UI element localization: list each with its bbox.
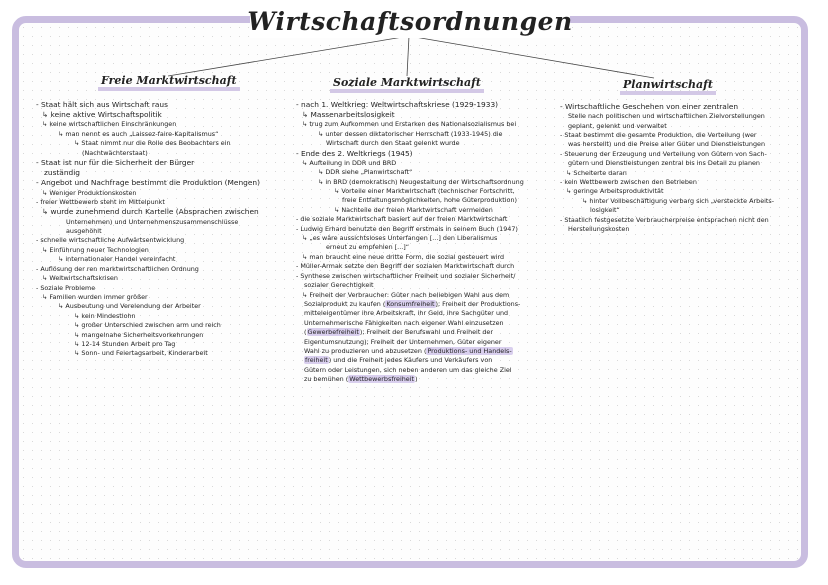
note-line: Sozialprodukt zu kaufen (Konsumfreiheit); Freiheit der Produktions- [304,299,521,308]
note-line: - Wirtschaftliche Geschehen von einer zentralen [560,102,796,112]
note-line: ↳ Einführung neuer Technologien [36,246,286,255]
note-line: zu bemühen (Wettbewerbsfreiheit) [304,375,418,384]
note-line: sozialer Gerechtigkeit [304,281,374,290]
note-line: Unternehmerische Fähigkeiten nach eigener Wahl einzusetzen [304,318,504,327]
note-line: - kein Wettbewerb zwischen den Betrieben [560,178,796,187]
highlighted-term: Gewerbefreiheit [307,328,359,337]
notes-list [560,102,796,234]
note-line: - die soziale Marktwirtschaft basiert auf der freien Marktwirtschaft [296,215,561,224]
note-line: - Ludwig Erhard benutzte den Begriff erstmals in seinem Buch (1947) [296,225,561,234]
note-line: - nach 1. Weltkrieg: Weltwirtschaftskriese (1929-1933) [296,100,561,110]
note-line: ↳ man braucht eine neue dritte Form, die sozial gesteuert wird [296,253,561,262]
note-line: erneut zu empfehlen [...]“ [326,243,410,252]
title-box [247,4,573,38]
note-line: ↳ keine wirtschaftlichen Einschränkungen [36,120,286,129]
notes-list [296,100,561,385]
note-line: ↳ Vorteile einer Marktwirtschaft (technischer Fortschritt, [296,187,561,196]
note-line: Stelle nach politischen und wirtschaftlichen Zielvorstellungen [568,112,765,121]
note-line: ↳ Weniger Produktionskosten [36,189,286,198]
note-line: Unternehmen) und Unternehmenszusammenschlüsse [66,217,239,226]
note-line: - schnelle wirtschaftliche Aufwärtsentwicklung [36,236,286,245]
note-line: ↳ hinter Vollbeschäftigung verbarg sich „versteckte Arbeits- [560,197,796,206]
heading-soziale-marktwirtschaft: Soziale Marktwirtschaft [330,76,484,89]
note-line: (Gewerbefreiheit); Freiheit der Berufswahl und Freiheit der [304,328,493,337]
note-line: losigkeit“ [590,206,620,215]
note-line: Gütern oder Leistungen, sich neben anderen um das gleiche Ziel [304,365,512,374]
note-line: ↳ großer Unterschied zwischen arm und reich [36,321,286,330]
note-line: ↳ Familien wurden immer größer [36,293,286,302]
note-line: - Ende des 2. Weltkriegs (1945) [296,149,561,159]
column-freie-marktwirtschaft [36,100,286,359]
note-line: mitteleigentümer ihre Arbeitskraft, ihr Geld, ihre Sachgüter und [304,309,509,318]
note-line: - Staat bestimmt die gesamte Produktion, die Verteilung (wer [560,131,796,140]
note-line: ↳ mangelnahe Sicherheitsvorkehrungen [36,331,286,340]
note-line: ↳ wurde zunehmend durch Kartelle (Absprachen zwischen [36,207,286,217]
note-line: ↳ in BRD (demokratisch) Neugestaltung der Wirtschaftsordnung [296,178,561,187]
note-line: - freier Wettbewerb steht im Mittelpunkt [36,198,286,207]
note-line: (Nachtwächterstaat) [82,148,148,157]
note-line: ↳ Scheiterte daran [560,169,796,178]
note-line: - Müller-Armak setzte den Begriff der sozialen Marktwirtschaft durch [296,262,561,271]
note-line: ↳ internationaler Handel vereinfacht [36,255,286,264]
note-line: ↳ Nachteile der freien Marktwirtschaft vermeiden [296,206,561,215]
note-line: - Synthese zwischen wirtschaftlicher Freiheit und sozialer Sicherheit/ [296,272,561,281]
note-line: - Steuerung der Erzeugung und Verteilung von Gütern von Sach- [560,150,796,159]
note-line: - Soziale Probleme [36,284,286,293]
note-line: ↳ trug zum Aufkommen und Erstarken des Nationalsozialismus bei [296,120,561,129]
note-line: ↳ Staat nimmt nur die Rolle des Beobachters ein [36,139,286,148]
note-line: gütern und Dienstleistungen zentral bis ins Detail zu planen [568,159,760,168]
note-line: ↳ 12-14 Stunden Arbeit pro Tag [36,340,286,349]
note-line: ↳ geringe Arbeitsproduktivität [560,187,796,196]
note-line: ↳ Weltwirtschaftskrisen [36,274,286,283]
note-line: - Auflösung der ren marktwirtschaftlichen Ordnung [36,265,286,274]
note-line: Herstellungskosten [568,225,630,234]
note-line: - Staat ist nur für die Sicherheit der Bürger [36,158,286,168]
heading-freie-marktwirtschaft: Freie Marktwirtschaft [98,74,240,87]
note-line: ↳ man nennt es auch „Laissez-faire-Kapitalismus“ [36,130,286,139]
note-line: ↳ Sonn- und Feiertagsarbeit, Kinderarbeit [36,349,286,358]
note-line: ↳ DDR siehe „Planwirtschaft“ [296,168,561,177]
note-line: ↳ Aufteilung in DDR und BRD [296,159,561,168]
note-line: freiheit) und die Freiheit jedes Käufers und Verkäufers von [305,356,493,365]
note-line: was herstellt) und die Preise aller Güter und Dienstleistungen [568,140,765,149]
note-line: freie Entfaltungsmöglichkeiten, hohe Güterproduktion) [342,196,518,205]
highlighted-term: freiheit [305,356,328,365]
note-line: ↳ Massenarbeitslosigkeit [296,110,561,120]
heading-planwirtschaft: Planwirtschaft [620,78,716,91]
note-line: ↳ Ausbeutung und Verelendung der Arbeiter [36,302,286,311]
note-line: - Angebot und Nachfrage bestimmt die Produktion (Mengen) [36,178,286,188]
note-line: zuständig [44,168,80,178]
note-line: Wahl zu produzieren und abzusetzen (Produktions- und Handels- [304,346,512,355]
highlighted-term: Wettbewerbsfreiheit [349,375,415,384]
note-line: ↳ keine aktive Wirtschaftspolitik [36,110,286,120]
note-line: Eigentumsnutzung); Freiheit der Unternehmen, Güter eigener [304,337,502,346]
note-line: ↳ Freiheit der Verbraucher: Güter nach beliebigen Wahl aus dem [296,291,561,300]
note-line: ausgehöhlt [66,227,102,236]
note-line: ↳ kein Mindestlohn [36,312,286,321]
note-line: - Staatlich festgesetzte Verbraucherpreise entsprachen nicht den [560,216,796,225]
highlighted-term: Produktions- und Handels- [427,346,512,355]
column-planwirtschaft [560,102,796,234]
note-line: Wirtschaft durch den Staat gelenkt wurde [326,139,460,148]
highlighted-term: Konsumfreiheit [386,299,435,308]
note-line: ↳ unter dessen diktatorischer Herrschaft (1933-1945) die [296,130,561,139]
column-soziale-marktwirtschaft [296,100,561,385]
notes-list [36,100,286,359]
note-line: ↳ „es wäre aussichtsloses Unterfangen [...] den Liberalismus [296,234,561,243]
note-line: geplant, gelenkt und verwaltet [568,121,667,130]
note-line: - Staat hält sich aus Wirtschaft raus [36,100,286,110]
page-title: Wirtschaftsordnungen [247,6,573,36]
